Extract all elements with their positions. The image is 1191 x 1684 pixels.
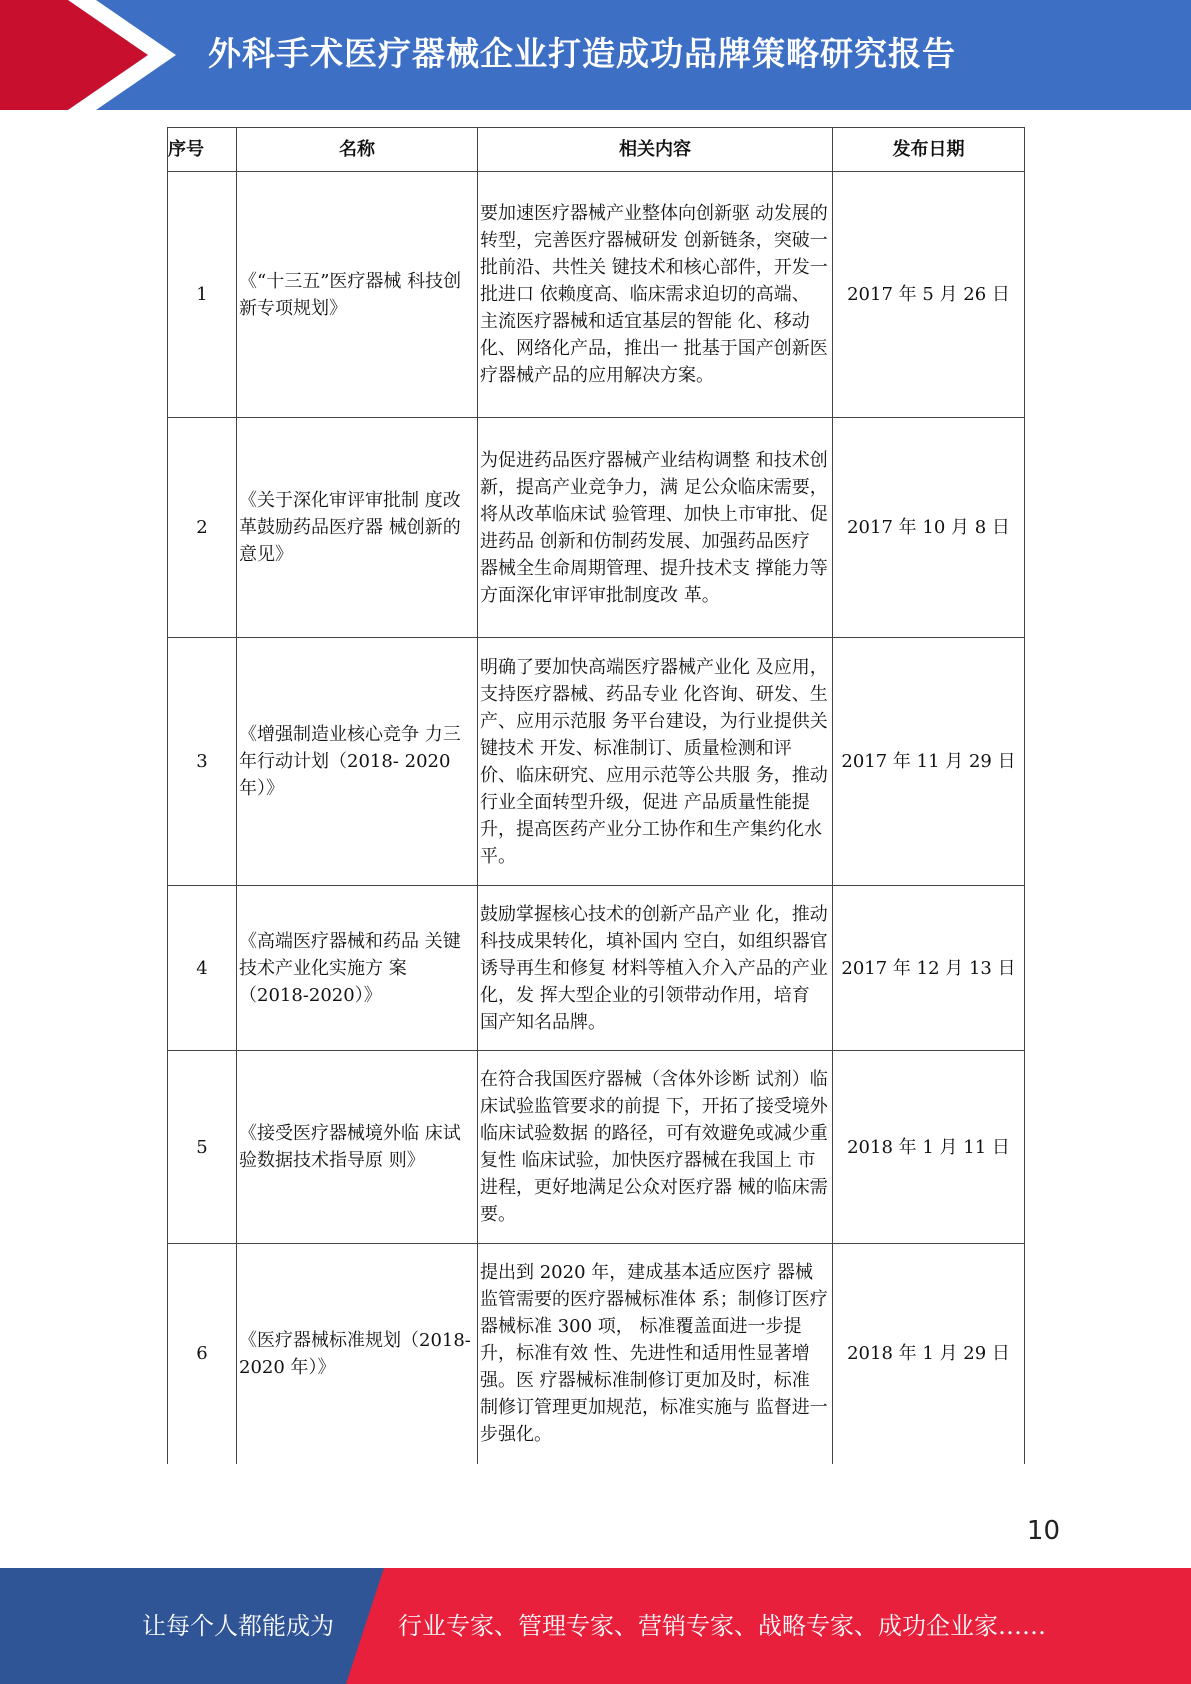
cell-content: 鼓励掌握核心技术的创新产品产业 化，推动科技成果转化，填补国内 空白，如组织器官诱导再生和修复 材料等植入介入产品的产业化，发 挥大型企业的引领带动作用，培育 国产知名品牌。 bbox=[478, 886, 833, 1051]
cell-date: 2017 年 12 月 13 日 bbox=[833, 886, 1025, 1051]
table-row bbox=[168, 886, 1025, 1051]
cell-content: 提出到 2020 年，建成基本适应医疗 器械监管需要的医疗器械标准体 系；制修订医疗器械标准 300 项， 标准覆盖面进一步提升，标准有效 性、先进性和适用性显著增强。医 疗器械标准制修订更加及时，标准 制修订管理更加规范，标准实施与 监督进一步强化。 bbox=[478, 1244, 833, 1464]
cell-date: 2018 年 1 月 29 日 bbox=[833, 1244, 1025, 1464]
header-cell-no: 序号 bbox=[168, 128, 237, 172]
table-row bbox=[168, 1051, 1025, 1244]
header-red-arrow bbox=[0, 0, 148, 110]
cell-content: 明确了要加快高端医疗器械产业化 及应用，支持医疗器械、药品专业 化咨询、研发、生产、应用示范服 务平台建设，为行业提供关键技术 开发、标准制订、质量检测和评 价、临床研究、应用示范等公共服 务，推动行业全面转型升级，促进 产品质量性能提升，提高医药产业分工协作和生产集约化水平。 bbox=[478, 638, 833, 886]
page-footer bbox=[0, 1568, 1191, 1684]
cell-date: 2017 年 5 月 26 日 bbox=[833, 172, 1025, 418]
cell-date: 2017 年 10 月 8 日 bbox=[833, 418, 1025, 638]
cell-no: 4 bbox=[168, 886, 237, 1051]
cell-name: 《“十三五”医疗器械 科技创新专项规划》 bbox=[237, 172, 478, 418]
cell-name: 《高端医疗器械和药品 关键技术产业化实施方 案（2018-2020）》 bbox=[237, 886, 478, 1051]
cell-no: 6 bbox=[168, 1244, 237, 1464]
cell-name: 《医疗器械标准规划（2018-2020 年）》 bbox=[237, 1244, 478, 1464]
header-cell-content: 相关内容 bbox=[478, 128, 833, 172]
table-row bbox=[168, 418, 1025, 638]
table-header-row bbox=[168, 128, 1025, 172]
cell-no: 1 bbox=[168, 172, 237, 418]
cell-date: 2018 年 1 月 11 日 bbox=[833, 1051, 1025, 1244]
cell-content: 在符合我国医疗器械（含体外诊断 试剂）临床试验监管要求的前提 下，开拓了接受境外临床试验数据 的路径，可有效避免或减少重复性 临床试验，加快医疗器械在我国上 市进程，更好地满足公众对医疗器 械的临床需要。 bbox=[478, 1051, 833, 1244]
cell-date: 2017 年 11 月 29 日 bbox=[833, 638, 1025, 886]
report-title: 外科手术医疗器械企业打造成功品牌策略研究报告 bbox=[208, 34, 956, 73]
cell-name: 《增强制造业核心竞争 力三年行动计划（2018- 2020 年）》 bbox=[237, 638, 478, 886]
policy-table bbox=[167, 127, 1025, 1464]
footer-slogan-right: 行业专家、管理专家、营销专家、战略专家、成功企业家…… bbox=[398, 1612, 1046, 1640]
cell-no: 5 bbox=[168, 1051, 237, 1244]
table-row bbox=[168, 638, 1025, 886]
header-cell-name: 名称 bbox=[237, 128, 478, 172]
table-row bbox=[168, 1244, 1025, 1464]
table-row bbox=[168, 172, 1025, 418]
page-number: 10 bbox=[1026, 1516, 1060, 1546]
cell-name: 《关于深化审评审批制 度改革鼓励药品医疗器 械创新的意见》 bbox=[237, 418, 478, 638]
cell-no: 2 bbox=[168, 418, 237, 638]
cell-name: 《接受医疗器械境外临 床试验数据技术指导原 则》 bbox=[237, 1051, 478, 1244]
cell-content: 要加速医疗器械产业整体向创新驱 动发展的转型，完善医疗器械研发 创新链条，突破一批前沿、共性关 键技术和核心部件，开发一批进口 依赖度高、临床需求迫切的高端、 主流医疗器械和适宜基层的智能 化、移动化、网络化产品，推出一 批基于国产创新医疗器械产品的应用解决方案。 bbox=[478, 172, 833, 418]
footer-slogan-left: 让每个人都能成为 bbox=[142, 1612, 334, 1640]
cell-no: 3 bbox=[168, 638, 237, 886]
page-header bbox=[0, 0, 1191, 110]
cell-content: 为促进药品医疗器械产业结构调整 和技术创新，提高产业竞争力，满 足公众临床需要，将从改革临床试 验管理、加快上市审批、促进药品 创新和仿制药发展、加强药品医疗 器械全生命周期管理、提升技术支 撑能力等方面深化审评审批制度改 革。 bbox=[478, 418, 833, 638]
header-cell-date: 发布日期 bbox=[833, 128, 1025, 172]
